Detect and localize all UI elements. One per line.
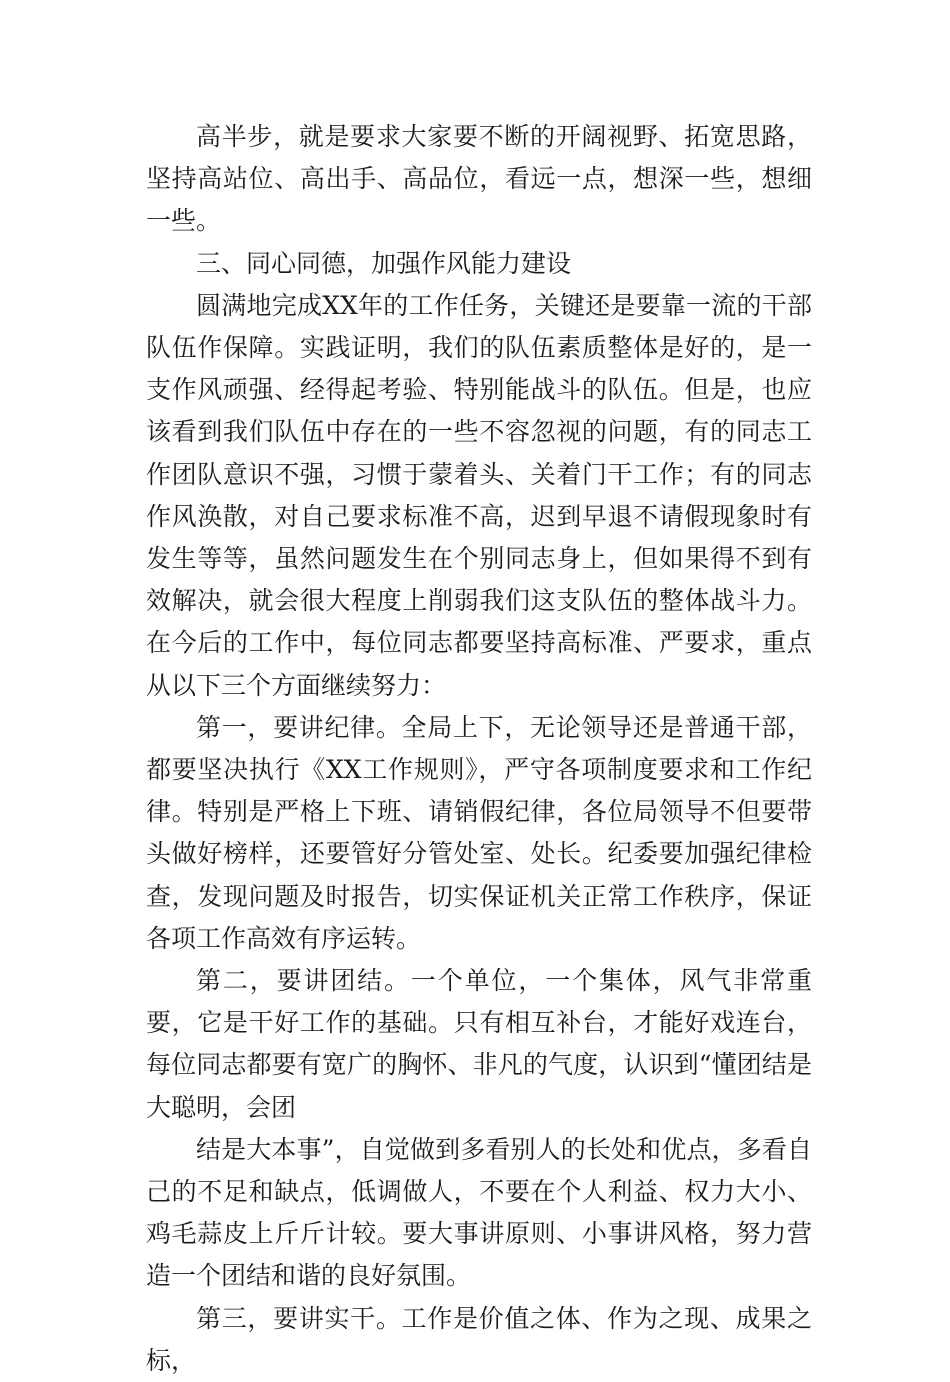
paragraph-discipline: 第一，要讲纪律。全局上下，无论领导还是普通干部，都要坚决执行《XX工作规则》，严守各项制度要求和工作纪律。特别是严格上下班、请销假纪律，各位局领导不但要带头做好榜样，还要管好分管处室、处长。纪委要加强纪律检查，发现问题及时报告，切实保证机关正常工作秩序，保证各项工作高效有序运转。	[146, 712, 812, 953]
document-body	[146, 116, 812, 1382]
paragraph-unity-continued: 结是大本事”，自觉做到多看别人的长处和优点，多看自己的不足和缺点，低调做人，不要在个人利益、权力大小、鸡毛蒜皮上斤斤计较。要大事讲原则、小事讲风格，努力营造一个团结和谐的良好氛围。	[146, 1134, 812, 1291]
section-heading: 三、同心同德，加强作风能力建设	[196, 248, 572, 278]
paragraph-unity: 第二，要讲团结。一个单位，一个集体，风气非常重要，它是干好工作的基础。只有相互补台，才能好戏连台，每位同志都要有宽广的胸怀、非凡的气度，认识到“懂团结是大聪明，会团	[146, 966, 812, 1122]
paragraph-continuation: 高半步，就是要求大家要不断的开阔视野、拓宽思路，坚持高站位、高出手、高品位，看远一点，想深一些，想细一些。	[146, 122, 812, 236]
paragraph-intro: 圆满地完成XX年的工作任务，关键还是要靠一流的干部队伍作保障。实践证明，我们的队伍素质整体是好的，是一支作风顽强、经得起考验、特别能战斗的队伍。但是，也应该看到我们队伍中存在的一些不容忽视的问题，有的同志工作团队意识不强，习惯于蒙着头、关着门干工作；有的同志作风涣散，对自己要求标准不高，迟到早退不请假现象时有发生等等，虽然问题发生在个别同志身上，但如果得不到有效解决，就会很大程度上削弱我们这支队伍的整体战斗力。在今后的工作中，每位同志都要坚持高标准、严要求，重点从以下三个方面继续努力：	[146, 290, 812, 700]
paragraph-practical-work: 第三，要讲实干。工作是价值之体、作为之现、成果之标，	[146, 1303, 812, 1375]
